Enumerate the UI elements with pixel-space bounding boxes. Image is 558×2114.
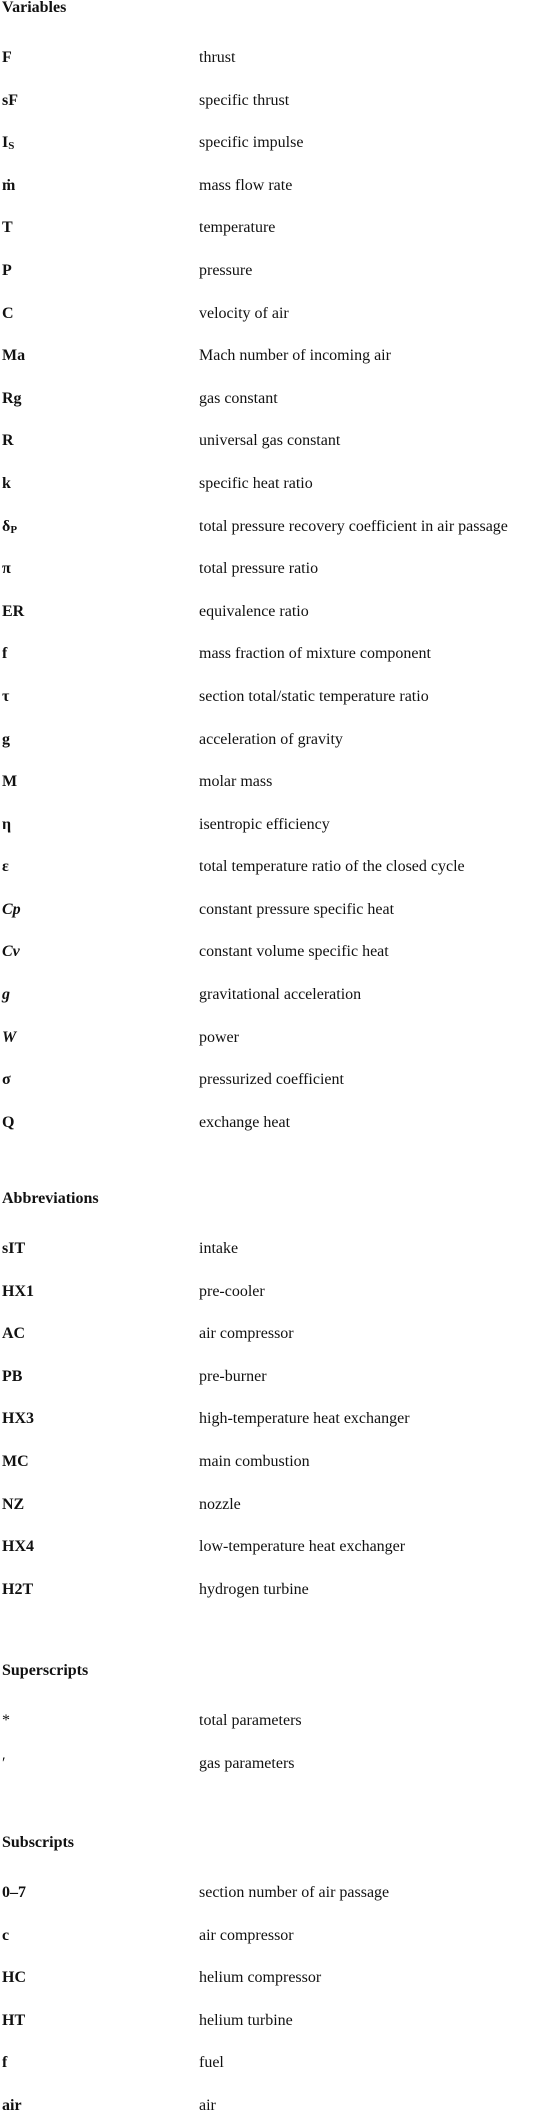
variables-list	[0, 16, 508, 1131]
list-item	[0, 1679, 302, 1729]
term-description: specific thrust	[199, 91, 290, 109]
term-symbol-main: sF	[2, 91, 18, 109]
term-description: low-temperature heat exchanger	[199, 1538, 406, 1556]
term-symbol-main: σ	[2, 1071, 11, 1089]
section-title-superscripts: Superscripts	[2, 1662, 89, 1679]
term-symbol-main: sIT	[2, 1240, 26, 1257]
list-item	[0, 1420, 310, 1470]
term-symbol	[2, 1756, 6, 1772]
list-item	[0, 1979, 293, 2029]
list-item	[0, 399, 341, 450]
list-item	[0, 2064, 216, 2114]
term-description: section total/static temperature ratio	[199, 687, 429, 705]
term-description: exchange heat	[199, 1113, 291, 1131]
term-symbol-main: g	[2, 986, 10, 1004]
list-item	[0, 740, 273, 791]
term-description: nozzle	[199, 1495, 241, 1513]
term-symbol-main: Cv	[2, 943, 20, 961]
subscripts-list	[0, 1851, 390, 2114]
list-item	[0, 1081, 291, 1131]
term-description: velocity of air	[199, 304, 289, 322]
superscripts-list	[0, 1679, 302, 1772]
term-symbol-main: ER	[2, 602, 25, 620]
section-title-subscripts: Subscripts	[2, 1834, 75, 1851]
term-description: thrust	[199, 49, 236, 66]
list-item	[0, 1463, 241, 1513]
list-item	[0, 357, 278, 407]
list-item	[0, 272, 289, 322]
list-item	[0, 442, 313, 492]
list-item	[0, 825, 465, 876]
term-description: total temperature ratio of the closed cycle	[199, 858, 465, 876]
term-symbol-main: P	[2, 261, 12, 279]
list-item	[0, 868, 395, 918]
term-description: isentropic efficiency	[199, 815, 330, 833]
list-item	[0, 144, 293, 194]
subscripts-section	[0, 1834, 390, 2114]
term-description: gas parameters	[199, 1754, 295, 1772]
term-description: fuel	[199, 2054, 224, 2072]
term-symbol-main: HX3	[2, 1410, 34, 1428]
term-symbol-main: T	[2, 219, 13, 237]
list-item	[0, 1505, 406, 1556]
section-title-variables: Variables	[2, 0, 67, 16]
term-symbol-main: air	[2, 2096, 22, 2114]
term-symbol-subscript: P	[10, 523, 18, 536]
list-item	[0, 783, 330, 833]
list-item	[0, 16, 236, 66]
term-description: gravitational acceleration	[199, 986, 362, 1004]
list-item	[0, 1894, 294, 1944]
list-item	[0, 910, 389, 961]
term-symbol-main: NZ	[2, 1495, 25, 1513]
term-description: Mach number of incoming air	[199, 347, 391, 365]
term-symbol-main: 0–7	[2, 1884, 26, 1901]
list-item	[0, 101, 304, 153]
term-symbol-main: *	[2, 1712, 10, 1729]
list-item	[0, 1292, 294, 1343]
term-description: air compressor	[199, 1926, 294, 1944]
term-description: total pressure ratio	[199, 560, 319, 578]
term-description: mass fraction of mixture component	[199, 645, 431, 663]
term-symbol-main: k	[2, 474, 11, 492]
term-symbol	[2, 1582, 33, 1598]
list-item	[0, 953, 362, 1004]
term-description: power	[199, 1028, 239, 1046]
superscripts-section	[0, 1662, 302, 1772]
term-description: hydrogen turbine	[199, 1580, 309, 1598]
list-item	[0, 1548, 309, 1598]
list-item	[0, 1207, 239, 1257]
abbreviations-section	[0, 1190, 410, 1598]
list-item	[0, 1038, 344, 1089]
term-symbol-main: Ma	[2, 347, 26, 365]
term-symbol-main: HX1	[2, 1282, 34, 1300]
term-description: high-temperature heat exchanger	[199, 1410, 410, 1428]
list-item	[0, 314, 391, 365]
term-description: air	[199, 2096, 216, 2114]
term-description: equivalence ratio	[199, 602, 309, 620]
term-symbol-main: ṁ	[2, 176, 16, 194]
term-symbol-main: HX4	[2, 1538, 34, 1556]
list-item	[0, 1377, 410, 1428]
term-symbol-main: c	[2, 1926, 10, 1944]
term-symbol-main: g	[2, 730, 10, 748]
term-symbol-main: I	[2, 134, 9, 152]
term-symbol-main: Q	[2, 1113, 15, 1131]
list-item	[0, 1722, 295, 1772]
term-symbol	[2, 2098, 22, 2114]
term-description: intake	[199, 1240, 239, 1257]
section-title-abbreviations: Abbreviations	[2, 1190, 99, 1207]
term-description: universal gas constant	[199, 432, 341, 450]
term-symbol-main: HC	[2, 1969, 26, 1987]
term-description: air compressor	[199, 1325, 294, 1343]
list-item	[0, 1851, 390, 1901]
list-item	[0, 229, 253, 279]
variables-section	[0, 0, 508, 1131]
list-item	[0, 186, 276, 237]
term-symbol-main: AC	[2, 1325, 26, 1343]
term-description: molar mass	[199, 773, 273, 791]
term-symbol-main: PB	[2, 1367, 23, 1385]
term-symbol-main: C	[2, 304, 14, 322]
term-description: constant pressure specific heat	[199, 900, 395, 918]
term-symbol-main: Cp	[2, 900, 21, 918]
term-symbol-main: f	[2, 645, 8, 663]
term-description: gas constant	[199, 389, 278, 407]
term-description: acceleration of gravity	[199, 730, 343, 748]
term-symbol-main: F	[2, 49, 12, 66]
list-item	[0, 1250, 265, 1300]
term-symbol-subscript: S	[8, 140, 15, 153]
list-item	[0, 1335, 267, 1385]
term-symbol-main: Rg	[2, 389, 22, 407]
term-description: total parameters	[199, 1712, 302, 1729]
term-description: helium turbine	[199, 2011, 293, 2029]
term-description: main combustion	[199, 1452, 310, 1470]
term-symbol-main: η	[2, 815, 12, 833]
term-description: mass flow rate	[199, 176, 293, 194]
term-description: pre-burner	[199, 1367, 267, 1385]
term-symbol-main: τ	[2, 687, 10, 705]
list-item	[0, 996, 239, 1046]
list-item	[0, 2021, 224, 2072]
term-symbol-main: HT	[2, 2011, 26, 2029]
term-description: pressurized coefficient	[199, 1071, 344, 1089]
list-item	[0, 655, 429, 705]
term-symbol-main: ε	[2, 858, 9, 876]
list-item	[0, 698, 343, 748]
list-item	[0, 485, 508, 536]
term-description: specific heat ratio	[199, 474, 313, 492]
term-symbol-main: δ	[2, 517, 11, 535]
list-item	[0, 570, 309, 620]
term-description: specific impulse	[199, 134, 304, 152]
term-description: pre-cooler	[199, 1282, 265, 1300]
term-symbol-main: W	[2, 1028, 17, 1046]
term-description: pressure	[199, 261, 253, 279]
term-description: constant volume specific heat	[199, 943, 389, 961]
abbreviations-list	[0, 1207, 410, 1598]
term-symbol-main: M	[2, 773, 18, 791]
term-symbol	[2, 1115, 14, 1131]
term-description: total pressure recovery coefficient in air passage	[199, 517, 508, 535]
list-item	[0, 59, 290, 109]
list-item	[0, 612, 431, 663]
term-description: helium compressor	[199, 1969, 322, 1987]
term-symbol-main: ′	[2, 1754, 6, 1772]
term-symbol-main: MC	[2, 1452, 29, 1470]
list-item	[0, 527, 319, 578]
term-symbol-main: π	[2, 560, 11, 578]
term-symbol-main: H2T	[2, 1580, 34, 1598]
term-symbol-main: f	[2, 2054, 8, 2072]
list-item	[0, 1936, 322, 1987]
term-symbol-main: R	[2, 432, 14, 450]
term-description: section number of air passage	[199, 1884, 390, 1901]
term-description: temperature	[199, 219, 276, 237]
